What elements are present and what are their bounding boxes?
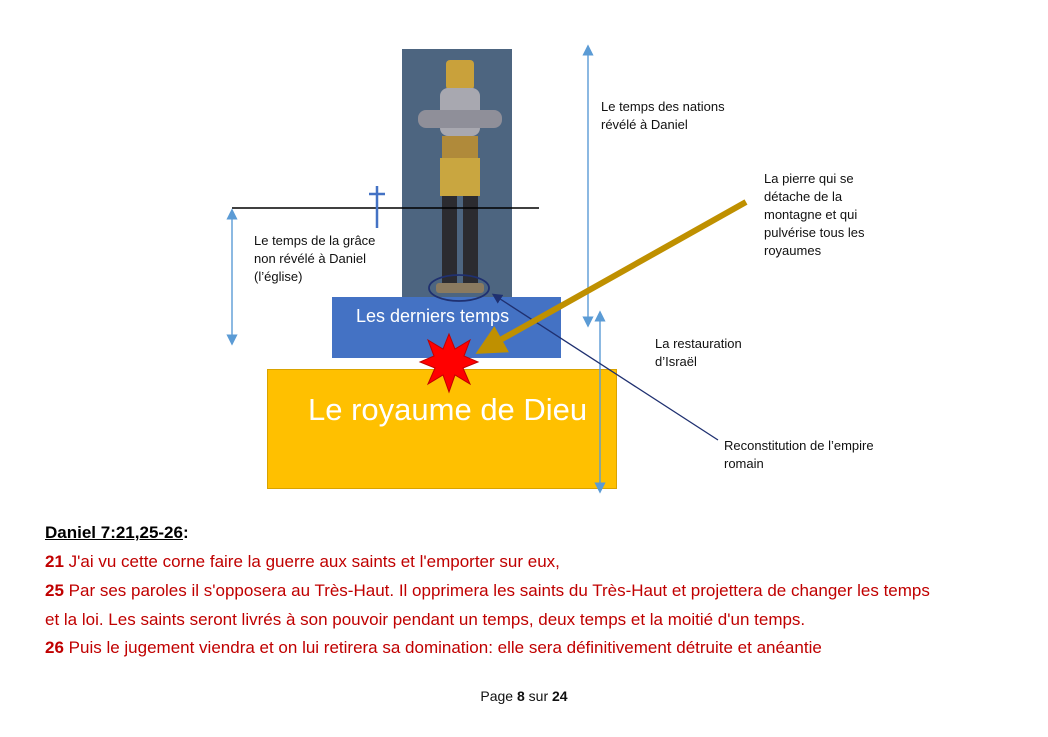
footer-current-page: 8 <box>516 688 525 704</box>
label-grace <box>254 232 375 286</box>
scripture-reference-text: Daniel 7:21,25-26 <box>45 523 183 542</box>
cross-icon <box>369 186 385 228</box>
impact-burst-icon <box>420 334 478 392</box>
feet-highlight-ellipse <box>429 275 489 301</box>
label-stone-line4: pulvérise tous les <box>764 225 865 240</box>
label-grace-line2: non révélé à Daniel <box>254 251 367 266</box>
label-stone <box>764 170 864 260</box>
verse-25 <box>45 576 930 605</box>
verse-21 <box>45 547 560 576</box>
label-stone-line2: détache de la <box>764 189 843 204</box>
page-footer <box>0 688 1048 704</box>
label-stone-line1: La pierre qui se <box>764 171 854 186</box>
verse-25-number: 25 <box>45 581 64 600</box>
verse-26-text: Puis le jugement viendra et on lui retirera sa domination: elle sera définitivement détruite et anéantie <box>63 638 822 657</box>
label-grace-line3: (l’église) <box>254 269 303 284</box>
footer-total-pages: 24 <box>552 688 568 704</box>
footer-prefix: Page <box>480 688 517 704</box>
label-stone-line3: montagne et qui <box>764 207 858 222</box>
label-nations-line2: révélé à Daniel <box>601 117 688 132</box>
label-stone-line5: royaumes <box>764 243 822 258</box>
box-royaume-label: Le royaume de Dieu <box>308 392 588 427</box>
label-restauration <box>655 335 742 371</box>
verse-25-text: Par ses paroles il s'opposera au Très-Haut. Il opprimera les saints du Très-Haut et projettera de changer les temps <box>63 581 930 600</box>
label-empire-line1: Reconstitution de l’empire <box>724 438 874 453</box>
verse-21-number: 21 <box>45 552 64 571</box>
box-derniers-temps-label: Les derniers temps <box>356 306 510 326</box>
scripture-reference-suffix: : <box>182 523 189 542</box>
footer-middle: sur <box>524 688 553 704</box>
label-nations-line1: Le temps des nations <box>601 99 725 114</box>
label-grace-line1: Le temps de la grâce <box>254 233 376 248</box>
label-empire <box>724 437 874 473</box>
label-nations <box>601 98 725 134</box>
label-empire-line2: romain <box>724 456 764 471</box>
verse-25-continued <box>45 605 805 634</box>
scripture-reference <box>45 518 189 547</box>
verse-21-text: J'ai vu cette corne faire la guerre aux saints et l'emporter sur eux, <box>63 552 560 571</box>
verse-25-continued-text: et la loi. Les saints seront livrés à son pouvoir pendant un temps, deux temps et la moitié d'un temps. <box>45 610 806 629</box>
verse-26 <box>45 633 822 662</box>
stone-arrow <box>486 202 746 348</box>
label-restauration-line2: d’Israël <box>655 354 697 369</box>
label-restauration-line1: La restauration <box>655 336 742 351</box>
verse-26-number: 26 <box>45 638 64 657</box>
